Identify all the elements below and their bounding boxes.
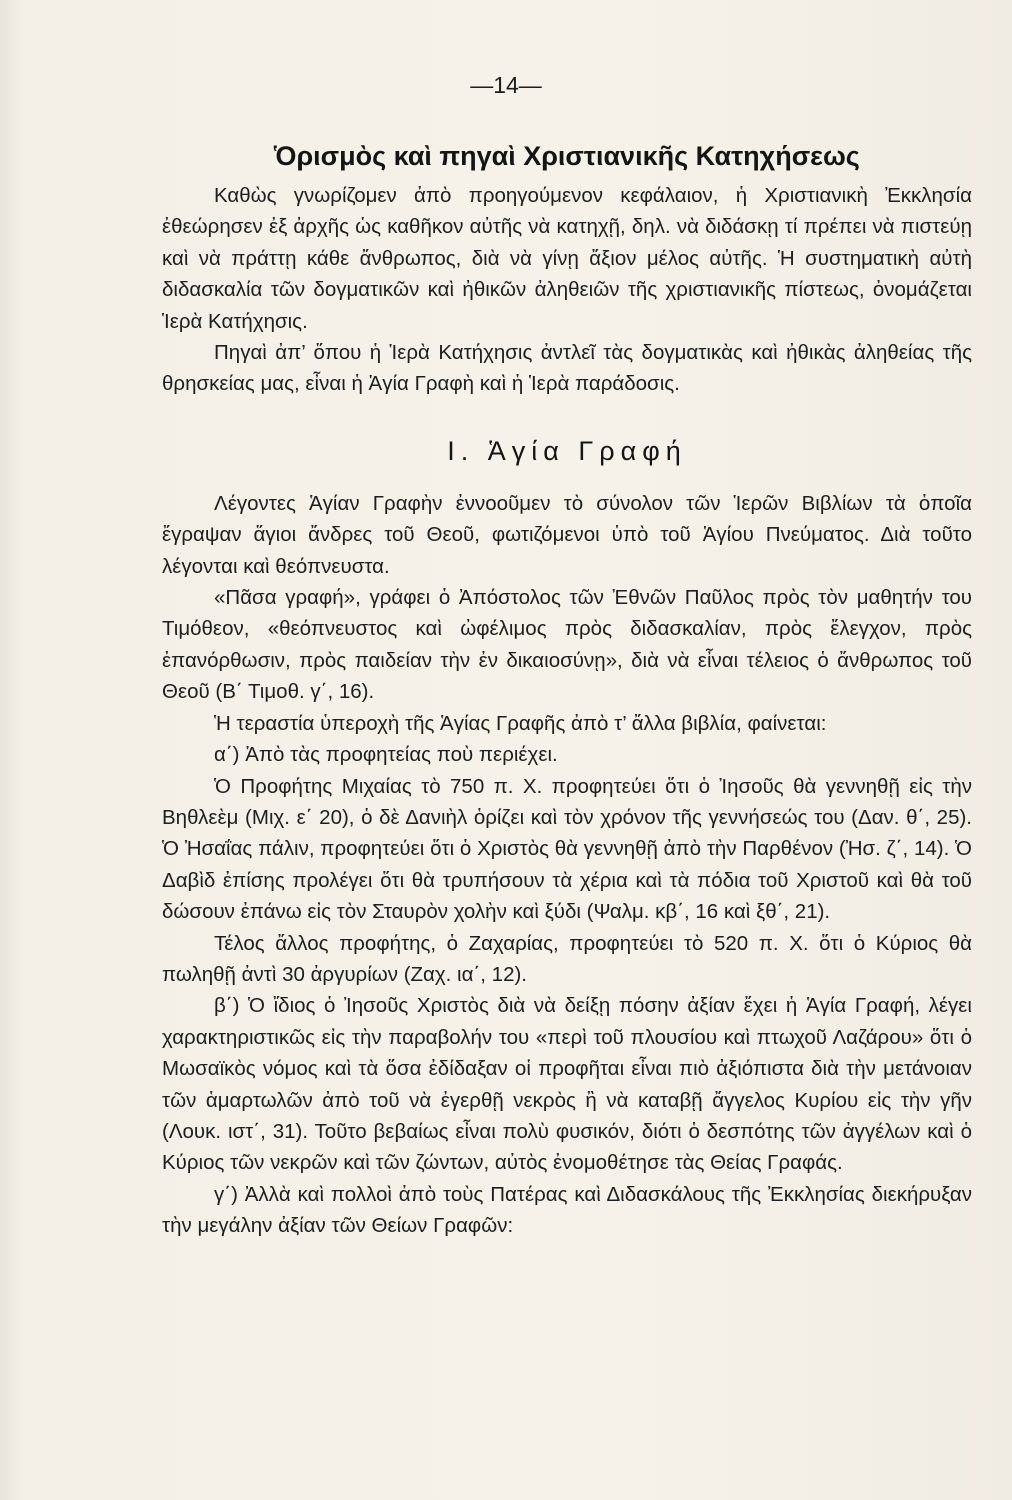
section-heading: I. Ἁγία Γραφή (447, 435, 687, 466)
section-paragraph: γ΄) Ἀλλὰ καὶ πολλοὶ ἀπὸ τοὺς Πατέρας καὶ Διδασκάλους τῆς Ἐκκλησίας διεκήρυξαν τὴν μεγάλην ἀξίαν τῶν Θείων Γραφῶν: (162, 1182, 972, 1238)
section-paragraph: β΄) Ὁ ἴδιος ὁ Ἰησοῦς Χριστὸς διὰ νὰ δείξῃ πόσην ἀξίαν ἔχει ἡ Ἁγία Γραφή, λέγει χαρακτηριστικῶς εἰς τὴν παραβολήν του «περὶ τοῦ πλουσίου καὶ πτωχοῦ Λαζάρου» ὅτι ὁ Μωσαϊκὸς νόμος καὶ τὰ ὅσα ἐδίδαξαν οἱ προφῆται εἶναι πιὸ ἀξιόπιστα διὰ τὴν μετάνοιαν τῶν ἁμαρτωλῶν ἀπὸ τοῦ νὰ ἐγερθῇ νεκρὸς ἢ νὰ καταβῇ ἄγγελος Κυρίου εἰς τὴν γῆν (Λουκ. ιστ΄, 31). Τοῦτο βεβαίως εἶναι πολὺ φυσικόν, διότι ὁ δεσπότης τῶν ἀγγέλων καὶ ὁ Κύριος τῶν νεκρῶν καὶ τῶν ζώντων, αὐτὸς ἐνομοθέτησε τὰς Θείας Γραφάς. (162, 994, 972, 1175)
page-content (162, 138, 972, 1242)
chapter-title: Ὁρισμὸς καὶ πηγαὶ Χριστιανικῆς Κατηχήσεως (274, 141, 860, 171)
intro-paragraph: Καθὼς γνωρίζομεν ἀπὸ προηγούμενον κεφάλαιον, ἡ Χριστιανικὴ Ἐκκλησία ἐθεώρησεν ἐξ ἀρχῆς ὡς καθῆκον αὐτῆς νὰ κατηχῇ, δηλ. νὰ διδάσκῃ τί πρέπει νὰ πιστεύῃ καὶ νὰ πράττῃ κάθε ἄνθρωπος, διὰ νὰ γίνῃ ἄξιον μέλος αὐτῆς. Ἡ συστηματικὴ αὐτὴ διδασκαλία τῶν δογματικῶν καὶ ἠθικῶν ἀληθειῶν τῆς χριστιανικῆς πίστεως, ὀνομάζεται Ἱερὰ Κατήχησις. (162, 184, 972, 333)
section-paragraph: α΄) Ἀπὸ τὰς προφητείας ποὺ περιέχει. (214, 743, 558, 767)
section-paragraph: «Πᾶσα γραφή», γράφει ὁ Ἀπόστολος τῶν Ἐθνῶν Παῦλος πρὸς τὸν μαθητήν του Τιμόθεον, «θεόπνευστος καὶ ὠφέλιμος πρὸς διδασκαλίαν, πρὸς ἔλεγχον, πρὸς ἐπανόρθωσιν, πρὸς παιδείαν τὴν ἐν δικαιοσύνῃ», διὰ νὰ εἶναι τέλειος ὁ ἄνθρωπος τοῦ Θεοῦ (Β΄ Τιμοθ. γ΄, 16). (162, 586, 972, 704)
section-paragraph: Ἡ τεραστία ὑπεροχὴ τῆς Ἁγίας Γραφῆς ἀπὸ τ’ ἄλλα βιβλία, φαίνεται: (214, 711, 827, 735)
page-number: —14— (470, 72, 542, 98)
intro-paragraph: Πηγαὶ ἀπ’ ὅπου ἡ Ἱερὰ Κατήχησις ἀντλεῖ τὰς δογματικὰς καὶ ἠθικὰς ἀληθείας τῆς θρησκείας μας, εἶναι ἡ Ἁγία Γραφὴ καὶ ἡ Ἱερὰ παράδοσις. (162, 341, 972, 396)
section-paragraph: Τέλος ἄλλος προφήτης, ὁ Ζαχαρίας, προφητεύει τὸ 520 π. Χ. ὅτι ὁ Κύριος θὰ πωληθῇ ἀντὶ 30 ἀργυρίων (Ζαχ. ια΄, 12). (162, 931, 972, 986)
section-paragraph: Λέγοντες Ἁγίαν Γραφὴν ἐννοοῦμεν τὸ σύνολον τῶν Ἱερῶν Βιβλίων τὰ ὁποῖα ἔγραψαν ἅγιοι ἄνδρες τοῦ Θεοῦ, φωτιζόμενοι ὑπὸ τοῦ Ἁγίου Πνεύματος. Διὰ τοῦτο λέγονται καὶ θεόπνευστα. (162, 491, 972, 578)
section-paragraph: Ὁ Προφήτης Μιχαίας τὸ 750 π. Χ. προφητεύει ὅτι ὁ Ἰησοῦς θὰ γεννηθῇ εἰς τὴν Βηθλεὲμ (Μιχ. ε΄ 20), ὁ δὲ Δανιὴλ ὁρίζει καὶ τὸν χρόνον τῆς γεννήσεώς του (Δαν. θ΄, 25). Ὁ Ἠσαΐας πάλιν, προφητεύει ὅτι ὁ Χριστὸς θὰ γεννηθῇ ἀπὸ τὴν Παρθένον (Ἠσ. ζ΄, 14). Ὁ Δαβὶδ ἐπίσης προλέγει ὅτι θὰ τρυπήσουν τὰ χέρια καὶ τὰ πόδια τοῦ Χριστοῦ καὶ θὰ τοῦ δώσουν ἐπάνω εἰς τὸν Σταυρὸν χολὴν καὶ ξύδι (Ψαλμ. κβ΄, 16 καὶ ξθ΄, 21). (162, 774, 972, 924)
